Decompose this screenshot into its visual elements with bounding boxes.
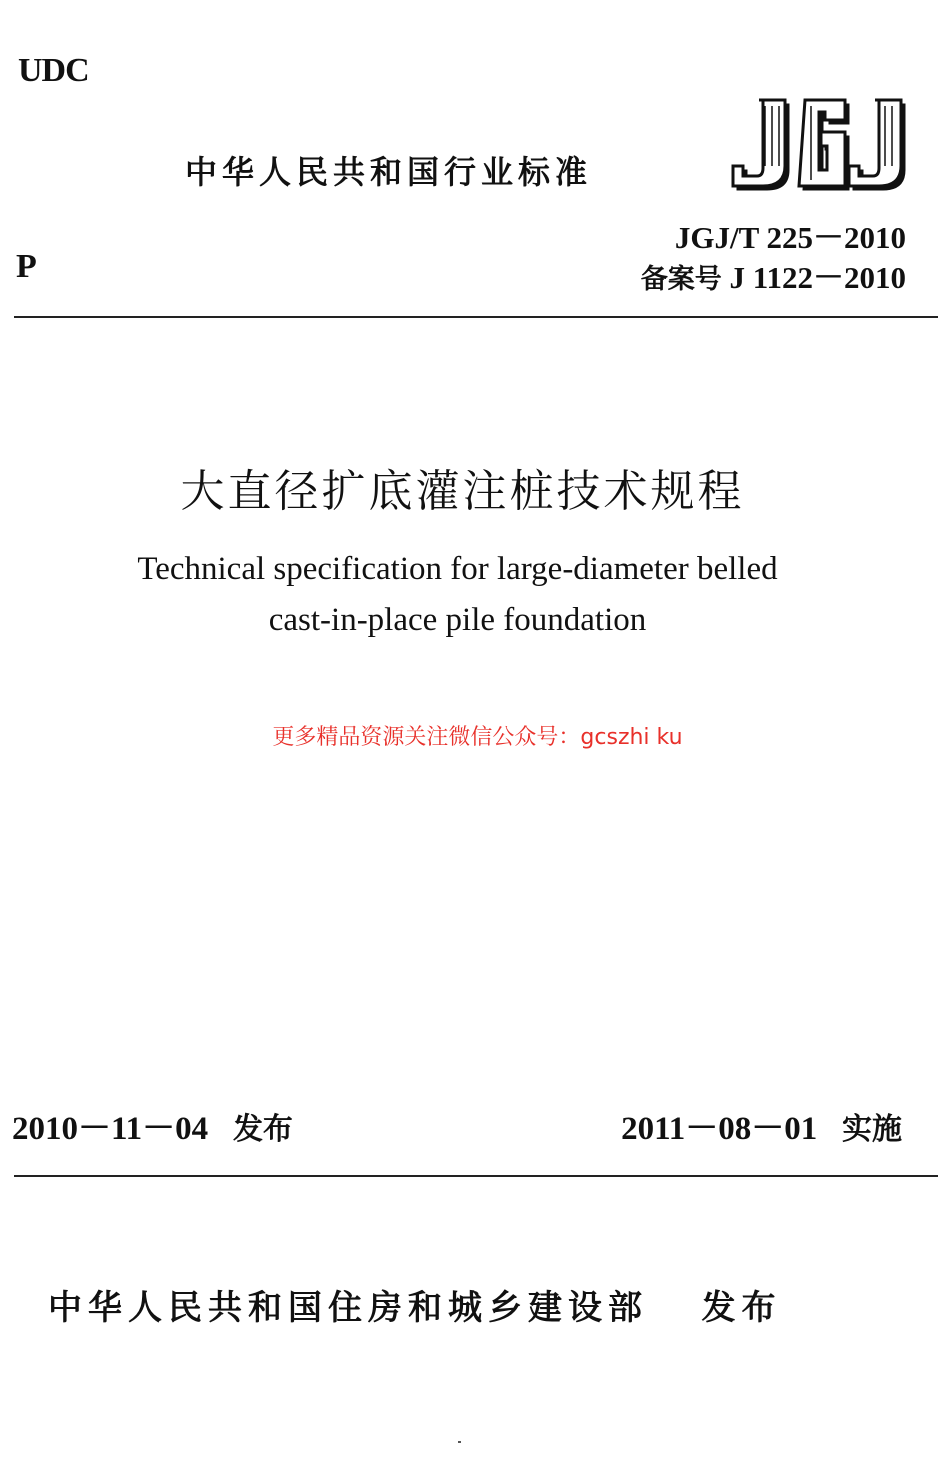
title-english <box>0 544 915 646</box>
publisher-name: 中华人民共和国住房和城乡建设部 <box>48 1288 648 1328</box>
issue-date-line <box>12 1102 293 1149</box>
publisher-label: 发布 <box>701 1288 782 1328</box>
jgj-logo <box>725 96 911 192</box>
scan-speck <box>458 1441 461 1443</box>
effective-label: 实施 <box>842 1112 902 1147</box>
title-english-line-2: cast-in-place pile foundation <box>268 602 647 638</box>
record-number-line <box>641 258 906 300</box>
title-chinese: 大直径扩底灌注桩技术规程 <box>180 466 745 517</box>
publisher-line <box>48 1280 782 1329</box>
footer-divider <box>14 1175 938 1177</box>
title-english-line-1: Technical specification for large-diameter belled <box>137 551 778 587</box>
classification-code: P <box>16 248 37 285</box>
promo-notice: 更多精品资源关注微信公众号：gcszhi ku <box>272 725 683 750</box>
record-number: J 1122－2010 <box>729 260 906 295</box>
standard-number-block <box>641 218 906 300</box>
effective-date-line <box>621 1102 902 1149</box>
industry-standard-heading: 中华人民共和国行业标准 <box>185 153 593 191</box>
record-label: 备案号 <box>640 264 722 295</box>
udc-label: UDC <box>18 52 89 89</box>
standard-number: JGJ/T 225－2010 <box>674 220 906 255</box>
issue-date: 2010－11－04 <box>12 1111 209 1147</box>
issue-label: 发布 <box>232 1112 293 1147</box>
effective-date: 2011－08－01 <box>621 1111 818 1147</box>
header-divider <box>14 316 938 318</box>
